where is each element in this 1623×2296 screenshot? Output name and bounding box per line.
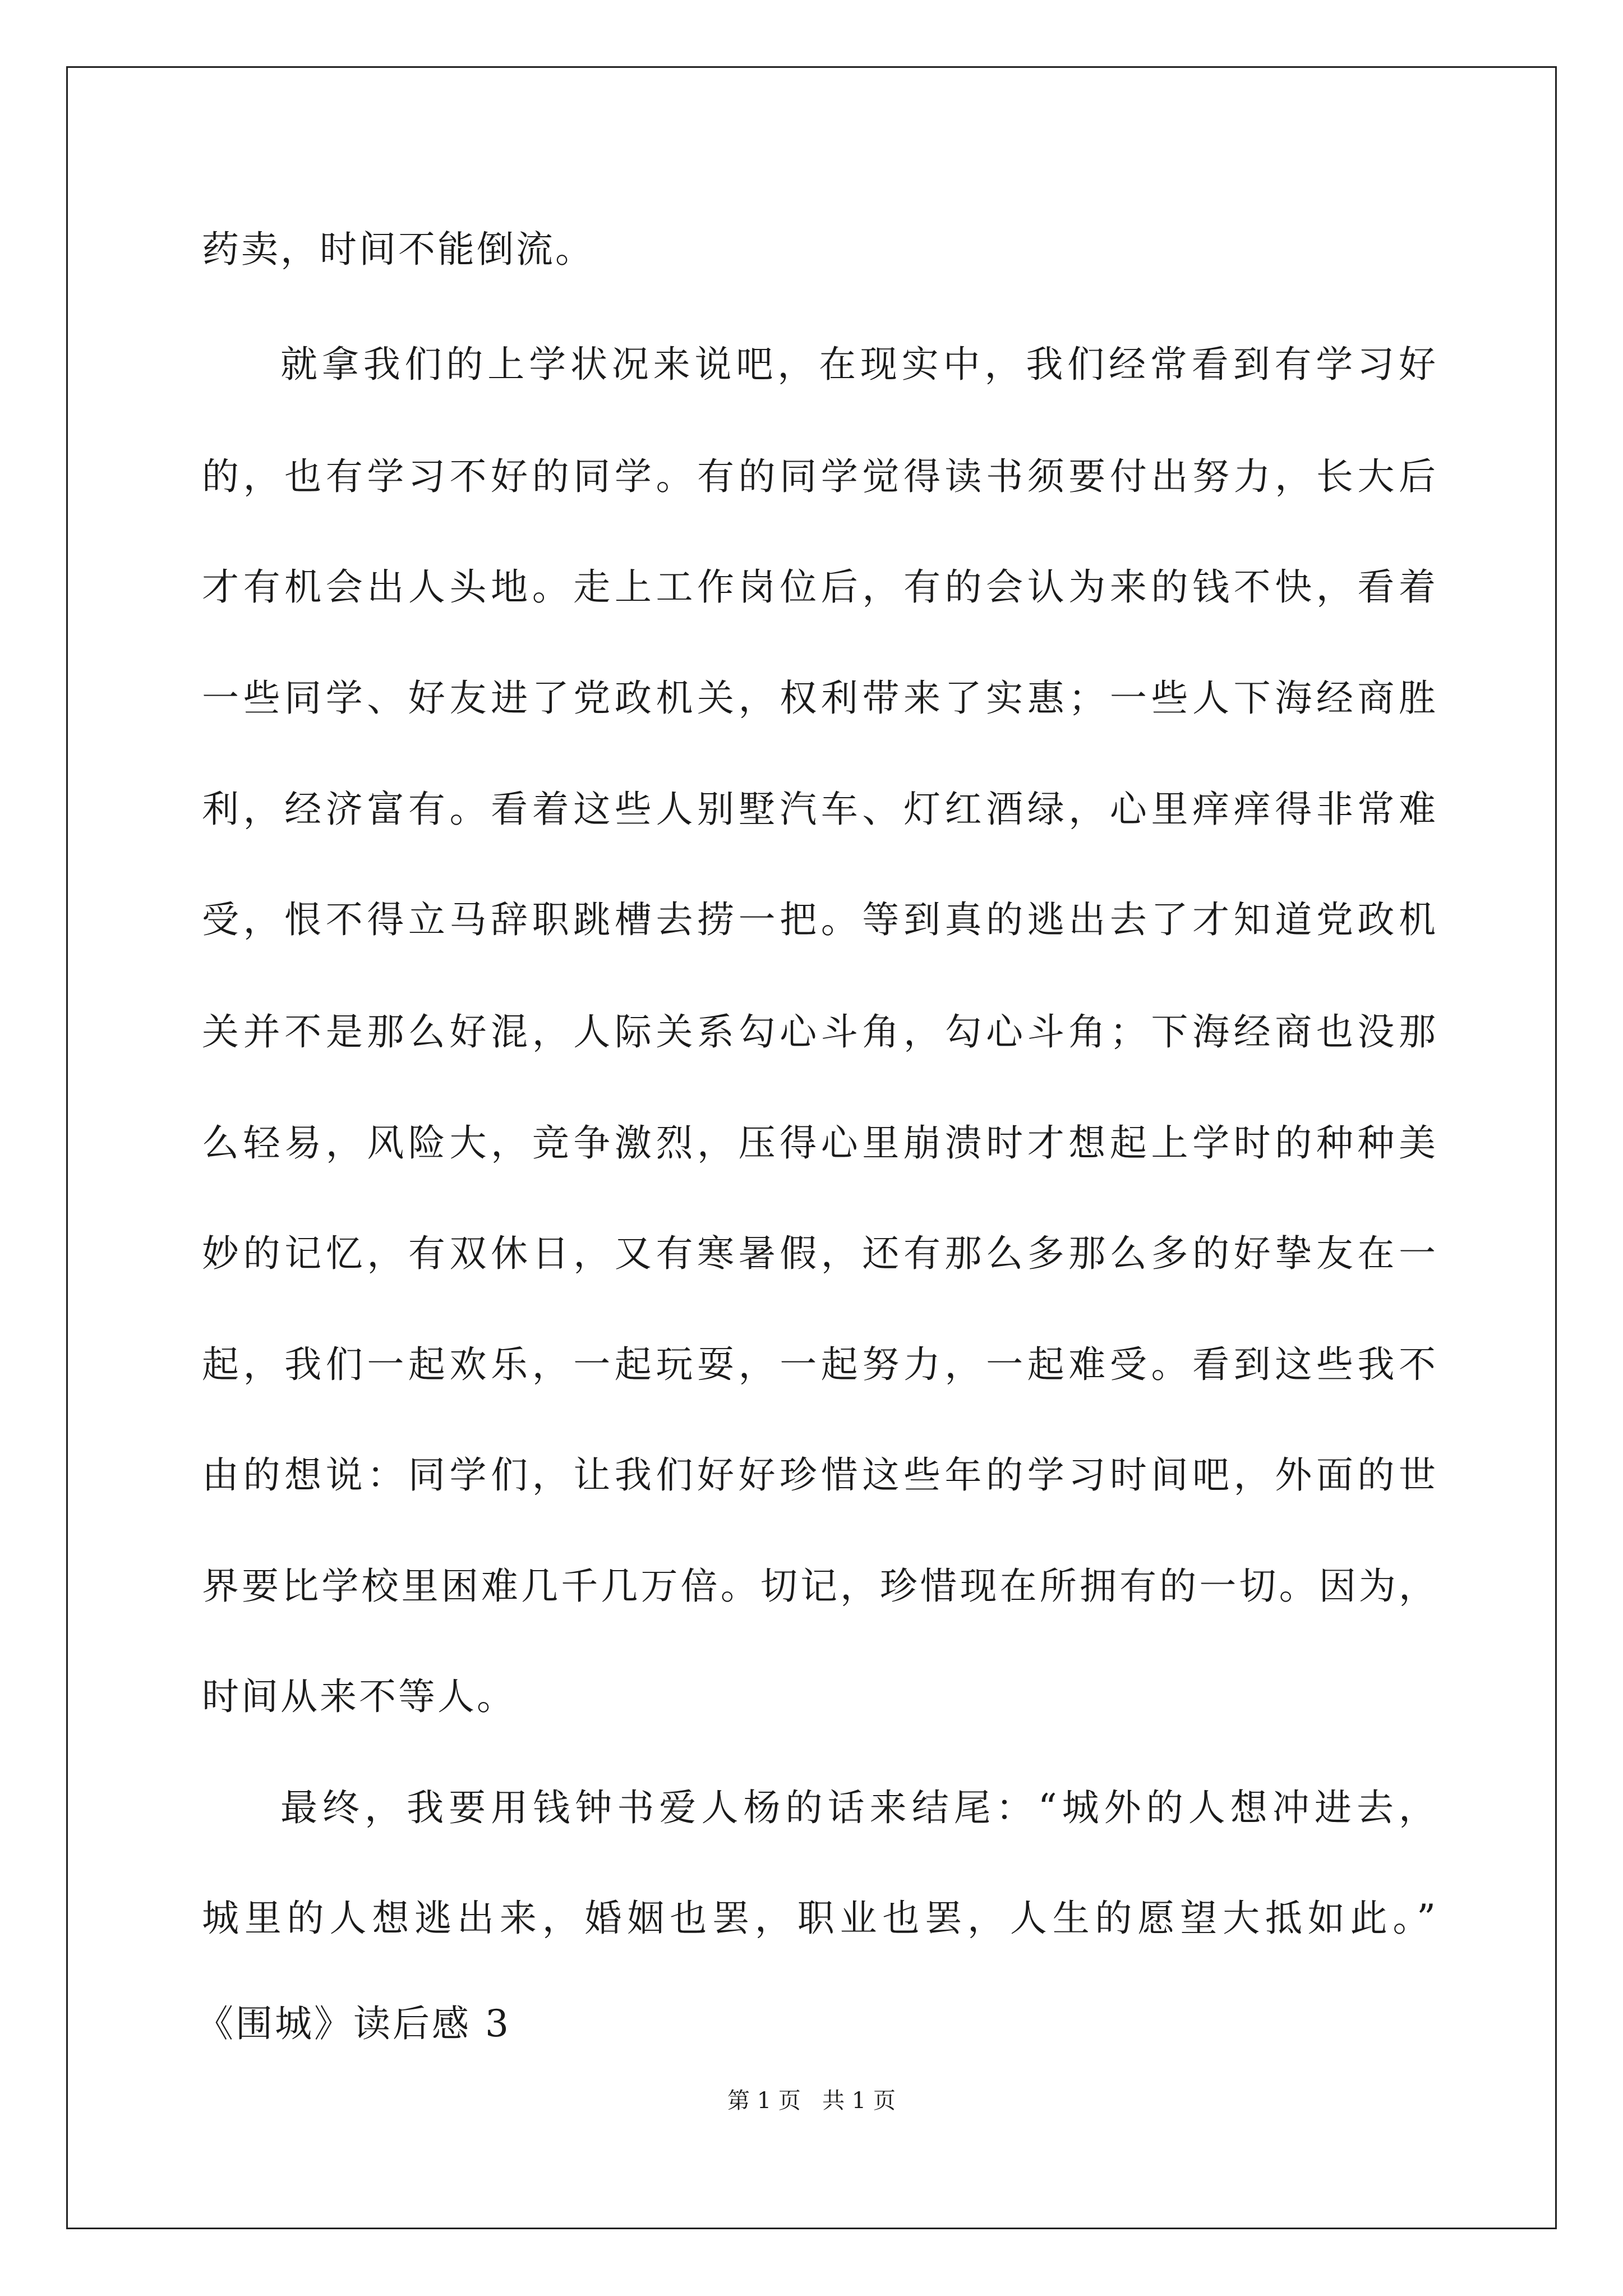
text-line: 由的想说：同学们，让我们好好珍惜这些年的学习时间吧，外面的世 <box>202 1453 1436 1497</box>
text-line: 利，经济富有。看着这些人别墅汽车、灯红酒绿，心里痒痒得非常难 <box>202 788 1436 831</box>
text-line: 时间从来不等人。 <box>202 1675 516 1718</box>
text-line: 妙的记忆，有双休日，又有寒暑假，还有那么多那么多的好挚友在一 <box>202 1232 1436 1275</box>
text-line: 的，也有学习不好的同学。有的同学觉得读书须要付出努力，长大后 <box>202 455 1436 498</box>
text-line: 城里的人想逃出来，婚姻也罢，职业也罢，人生的愿望大抵如此。” <box>202 1897 1436 1940</box>
text-line: 起，我们一起欢乐，一起玩耍，一起努力，一起难受。看到这些我不 <box>202 1343 1436 1386</box>
text-line: 界要比学校里困难几千几万倍。切记，珍惜现在所拥有的一切。因为， <box>202 1565 1436 1608</box>
text-line: 关并不是那么好混，人际关系勾心斗角，勾心斗角；下海经商也没那 <box>202 1010 1436 1053</box>
text-line: 药卖，时间不能倒流。 <box>202 228 594 271</box>
text-line: 受，恨不得立马辞职跳槽去捞一把。等到真的逃出去了才知道党政机 <box>202 898 1436 941</box>
page-number-footer: 第 1 页 共 1 页 <box>727 2088 896 2114</box>
text-line: 一些同学、好友进了党政机关，权利带来了实惠；一些人下海经商胜 <box>202 677 1436 720</box>
paragraph-first-line: 就拿我们的上学状况来说吧，在现实中，我们经常看到有学习好 <box>280 343 1436 386</box>
text-line: 么轻易，风险大，竞争激烈，压得心里崩溃时才想起上学时的种种美 <box>202 1121 1436 1165</box>
paragraph-first-line: 最终，我要用钱钟书爱人杨的话来结尾：“城外的人想冲进去， <box>280 1786 1436 1829</box>
section-heading: 《围城》读后感 3 <box>196 2002 511 2045</box>
text-line: 才有机会出人头地。走上工作岗位后，有的会认为来的钱不快，看着 <box>202 565 1436 609</box>
